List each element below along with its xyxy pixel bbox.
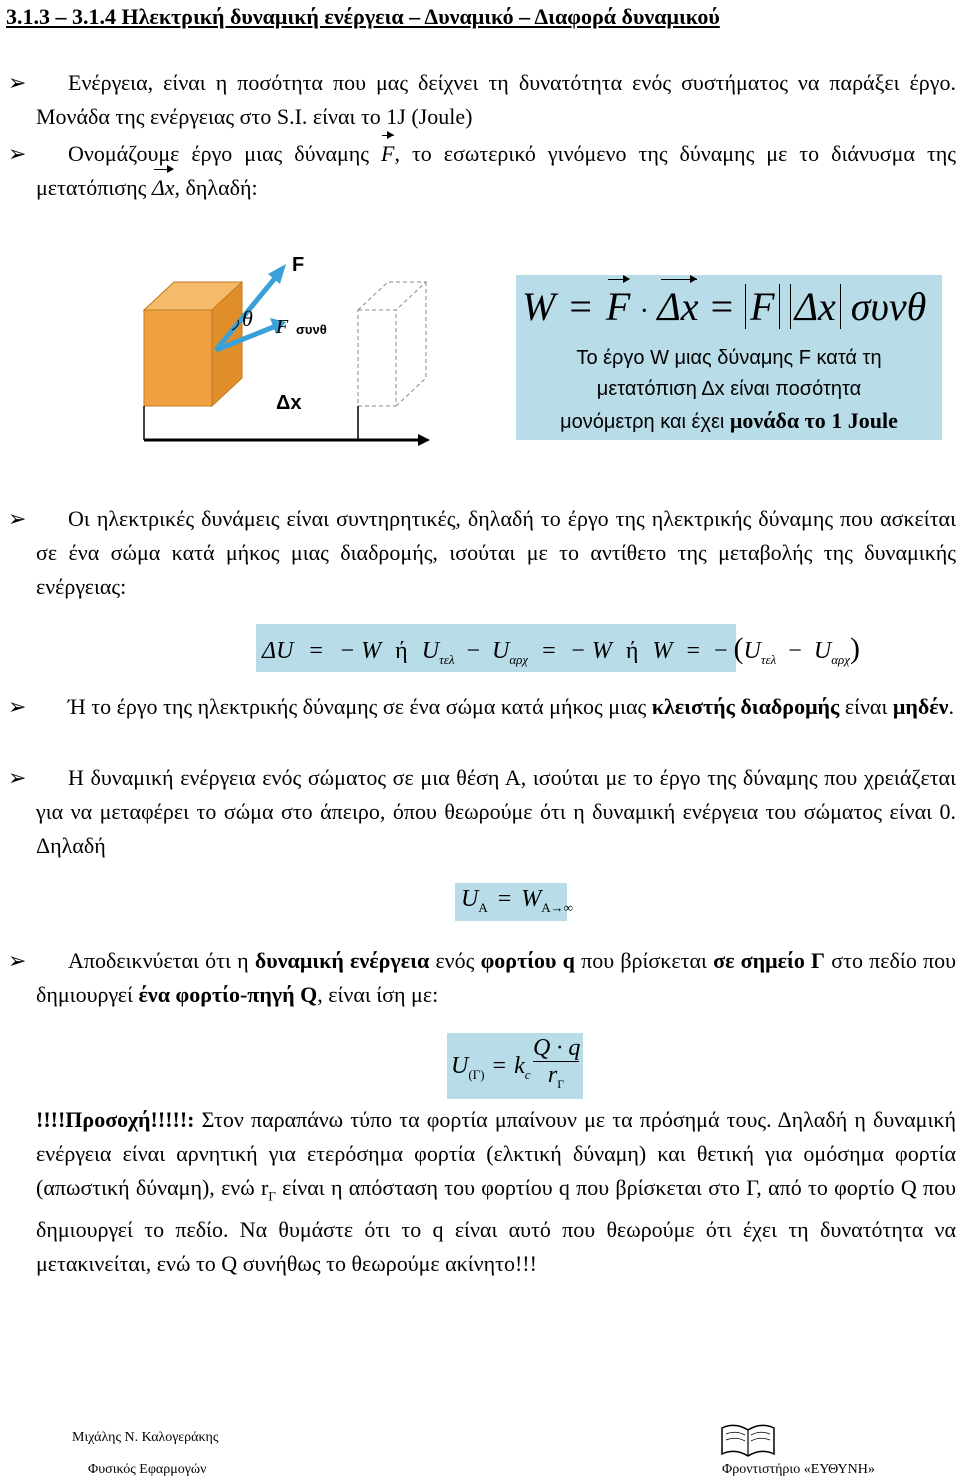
footer-school: Φροντιστήριο «ΕΥΘΥΝΗ» [722,1462,875,1477]
sign-warning: !!!!Προσοχή!!!!!: Στον παραπάνω τύπο τα φορτία μπαίνουν με τα πρόσημά τους. Δηλαδή η δυναμική ενέργεια είναι αρνητική για ετερόσημα φορτία (ελκτική δύναμη) και θετική για ομόσημα φορτία (απωστική δύναμη), ενώ $r_\Gamma$ είναι η απόσταση του φορτίου q που βρίσκεται στο Γ, από το φορτίο Q που δημιουργεί το πεδίο. Να θυμάστε ότι το q είναι αυτό που θεωρούμε ότι έχει τη δυνατότητα να μετακινείται, ενώ το Q συνήθως το θεωρούμε ακίνητο!!! [36,1107,956,1277]
bullet-arrow-icon: ➢ [8,141,27,166]
page-title: 3.1.3 – 3.1.4 Ηλεκτρική δυναμική ενέργεια – Δυναμικό – Διαφορά δυναμικού [6,4,720,29]
footer-role: Φυσικός Εφαρμογών [88,1462,207,1477]
ua-equation: $U_A = W_{A\to\infty}$ [455,883,567,921]
closed-path-work: ➢ Ή το έργο της ηλεκτρικής δύναμης σε ένα σώμα κατά μήκος μιας κλειστής διαδρομής είναι μηδέν. [36,690,956,724]
work-explanation: Το έργο W μιας δύναμης F κατά τη μετατόπιση Δx είναι ποσότητα μονόμετρη και έχει μονάδα το 1 Joule [516,343,942,440]
bullet-arrow-icon: ➢ [8,70,27,95]
footer-author: Μιχάλης Ν. Καλογεράκης [72,1430,219,1445]
potential-energy-definition: ➢ Η δυναμική ενέργεια ενός σώματος σε μια θέση Α, ισούται με το έργο της δύναμης που χρειάζεται για να μεταφέρει το σώμα στο άπειρο, όπου θεωρούμε ότι η δυναμική ενέργεια του σώματος είναι 0. Δηλαδή [36,761,956,863]
charge-potential-energy: ➢ Αποδεικνύεται ότι η δυναμική ενέργεια ενός φορτίου q που βρίσκεται σε σημείο Γ στο πεδίο που δημιουργεί ένα φορτίο-πηγή Q, είναι ίση με: [36,944,956,1012]
label-cos-theta: συνθ [296,322,327,337]
bullet-arrow-icon: ➢ [8,765,27,790]
energy-text: Ενέργεια, είναι η ποσότητα που μας δείχνει τη δυνατότητα ενός συστήματος να παράξει έργο. Μονάδα της ενέργειας στο S.I. είναι το 1J (Joule) [36,70,956,129]
vector-dx: Δx [152,171,175,205]
label-dx: Δx [276,392,302,414]
work-formula: W = F · Δx = F Δx συνθ [516,275,942,343]
bullet-arrow-icon: ➢ [8,948,27,973]
label-F: F [292,254,305,276]
work-definition: ➢ Ονομάζουμε έργο μιας δύναμης F, το εσωτερικό γινόμενο της δύναμης με το διάνυσμα της μετατόπισης Δx, δηλαδή: [36,137,956,205]
bullet-arrow-icon: ➢ [8,694,27,719]
bullet-arrow-icon: ➢ [8,506,27,531]
conservative-forces: ➢ Οι ηλεκτρικές δυνάμεις είναι συντηρητικές, δηλαδή το έργο της ηλεκτρικής δύναμης που ασκείται σε ένα σώμα κατά μήκος μιας διαδρομής, ισούται με το αντίθετο της μεταβολής της δυναμικής ενέργειας: [36,502,956,604]
label-F-component: F [276,316,289,338]
label-theta: θ [242,306,253,331]
energy-definition [8,66,956,134]
coulomb-energy-equation: $U_{(\Gamma)} = k_c$ Q · q $r_\Gamma$ [447,1033,583,1099]
potential-change-equation: ΔU = − W ή $U_{\tau\varepsilon\lambda} - U_{\alpha\rho\chi}$ = − W ή W = − $(U_{\tau\varepsilon\lambda} - U_{\alpha\rho\chi})$ [256,624,736,672]
cube-force-diagram [130,250,440,460]
book-logo-icon [718,1420,778,1460]
work-figure [130,250,440,460]
vector-F: F [381,137,394,171]
